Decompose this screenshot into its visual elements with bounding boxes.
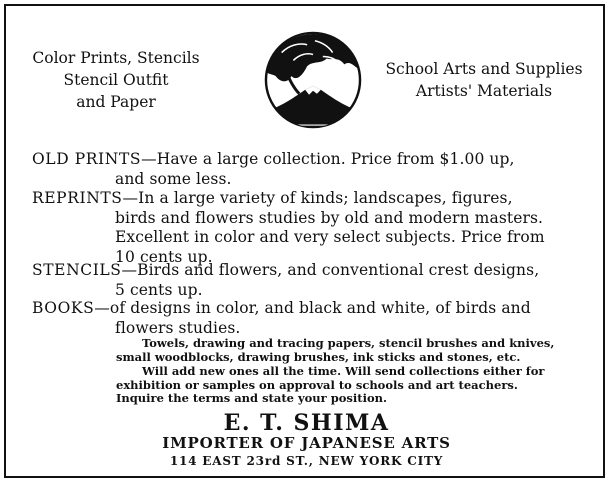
entry-continuation: 10 cents up.	[115, 247, 213, 266]
entry-text: —In a large variety of kinds; landscapes, figures,	[122, 189, 513, 207]
entry-books	[32, 299, 592, 338]
entry-continuation: Excellent in color and very select subjects. Price from	[115, 228, 545, 246]
small-print-line: small woodblocks, drawing brushes, ink sticks and stones, etc.	[116, 349, 521, 364]
entry-continuation: 5 cents up.	[115, 280, 203, 299]
entry-text: —of designs in color, and black and white, of birds and	[94, 299, 531, 317]
header-right-line: Artists' Materials	[415, 82, 553, 100]
header-left-text	[28, 47, 204, 113]
entry-reprints	[32, 189, 592, 267]
header-right-line: School Arts and Supplies	[385, 60, 583, 78]
entry-keyword: REPRINTS	[32, 189, 123, 207]
entry-keyword: OLD PRINTS	[32, 150, 142, 168]
entry-keyword: STENCILS	[32, 261, 122, 279]
company-address: 114 EAST 23rd ST., NEW YORK CITY	[169, 454, 444, 468]
mount-fuji-crane-logo	[264, 31, 362, 129]
header-left-line: Color Prints, Stencils	[32, 49, 200, 67]
header-right-text	[364, 58, 604, 102]
small-print-line: Will add new ones all the time. Will send collections either for	[142, 364, 545, 378]
company-name: E. T. SHIMA	[223, 410, 390, 436]
entry-continuation: birds and flowers studies by old and modern masters.	[115, 208, 544, 227]
header-left-line: and Paper	[76, 93, 156, 111]
entry-continuation: and some less.	[115, 169, 232, 188]
company-tagline: IMPORTER OF JAPANESE ARTS	[162, 434, 451, 452]
entry-continuation: flowers studies.	[115, 318, 241, 337]
small-print-line: exhibition or samples on approval to schools and art teachers.	[116, 377, 518, 392]
header-left-line: Stencil Outfit	[63, 71, 169, 89]
entry-old-prints	[32, 150, 592, 189]
small-print-supplies	[116, 337, 596, 364]
entry-text: —Have a large collection. Price from $1.00 up,	[141, 150, 515, 168]
entry-stencils	[32, 261, 592, 300]
entry-keyword: BOOKS	[32, 299, 95, 317]
small-print-line: Inquire the terms and state your position.	[116, 391, 387, 405]
advertisement	[4, 4, 605, 478]
small-print-line: Towels, drawing and tracing papers, stencil brushes and knives,	[142, 336, 555, 350]
entry-text: —Birds and flowers, and conventional crest designs,	[121, 261, 540, 279]
small-print-collections	[116, 365, 596, 406]
